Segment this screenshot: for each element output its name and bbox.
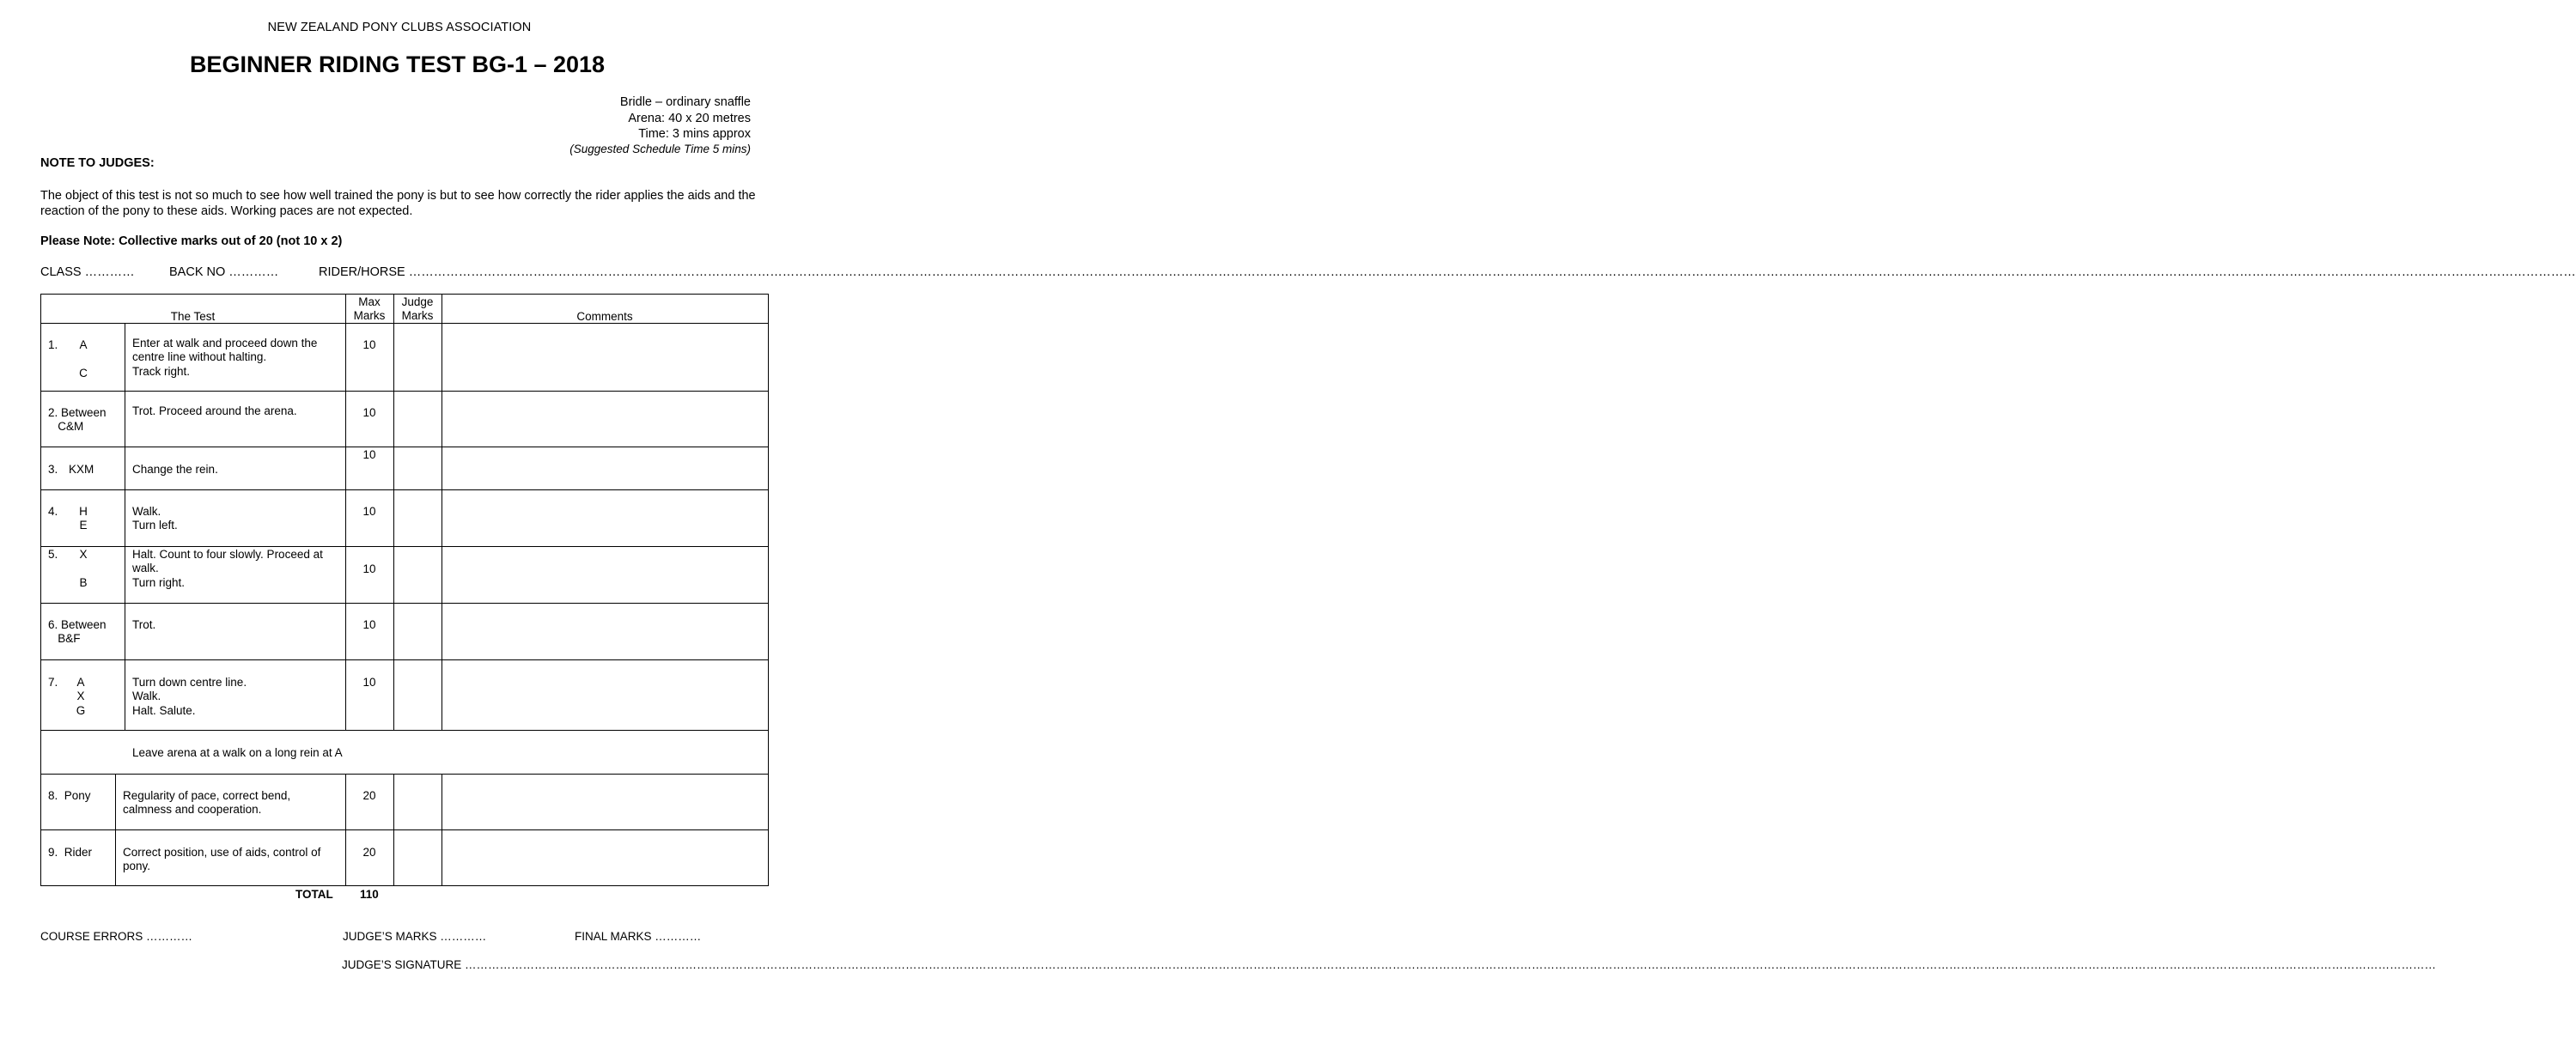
collective-pony-label: 8. Pony bbox=[48, 789, 91, 802]
class-field[interactable]: CLASS ………… bbox=[40, 265, 135, 279]
row-4-markers: H E bbox=[79, 505, 88, 532]
row-6-movement: Trot. bbox=[132, 618, 156, 631]
row-1-max-marks: 10 bbox=[362, 338, 376, 351]
test-score-table bbox=[40, 294, 769, 886]
row-5-markers: X B bbox=[79, 548, 88, 589]
row-4-number: 4. bbox=[48, 505, 58, 518]
row-6-number: 6. Between B&F bbox=[48, 618, 107, 646]
header-comments: Comments bbox=[576, 310, 633, 323]
row-4-judge-marks[interactable] bbox=[394, 490, 442, 546]
note-to-judges-paragraph: The object of this test is not so much to see how well trained the pony is but to see how correctly the rider applies the aids and the reaction of the pony to these aids. Working paces are not expected. bbox=[40, 189, 756, 218]
time-detail: Time: 3 mins approx bbox=[638, 127, 751, 141]
collective-rider-label: 9. Rider bbox=[48, 846, 93, 859]
row-3-movement: Change the rein. bbox=[132, 463, 218, 476]
row-6-comments[interactable] bbox=[442, 604, 768, 659]
row-7-judge-marks[interactable] bbox=[394, 660, 442, 730]
row-3-judge-marks[interactable] bbox=[394, 447, 442, 489]
collective-marks-note: Please Note: Collective marks out of 20 (not 10 x 2) bbox=[40, 234, 343, 248]
collective-rider-judge-marks[interactable] bbox=[394, 830, 442, 885]
row-1-number: 1. bbox=[48, 338, 58, 351]
back-number-field[interactable]: BACK NO ………… bbox=[169, 265, 279, 279]
row-2-number: 2. Between C&M bbox=[48, 406, 107, 434]
row-1-movement: Enter at walk and proceed down the centre line without halting. Track right. bbox=[132, 337, 318, 378]
row-1-markers: A C bbox=[79, 338, 88, 380]
schedule-time-detail: (Suggested Schedule Time 5 mins) bbox=[569, 143, 751, 155]
row-5-comments[interactable] bbox=[442, 547, 768, 603]
row-4-movement: Walk. Turn left. bbox=[132, 505, 178, 532]
row-7-comments[interactable] bbox=[442, 660, 768, 730]
collective-rider-max-marks: 20 bbox=[362, 846, 376, 859]
table-border bbox=[40, 294, 41, 886]
header-the-test: The Test bbox=[170, 310, 216, 323]
row-7-movement: Turn down centre line. Walk. Halt. Salute. bbox=[132, 676, 247, 717]
organisation-name: NEW ZEALAND PONY CLUBS ASSOCIATION bbox=[267, 21, 532, 34]
row-5-number: 5. bbox=[48, 548, 58, 561]
table-border bbox=[40, 885, 769, 886]
note-to-judges-heading: NOTE TO JUDGES: bbox=[40, 156, 155, 170]
row-4-max-marks: 10 bbox=[362, 505, 376, 518]
row-7-number: 7. bbox=[48, 676, 58, 689]
judges-marks-field[interactable]: JUDGE’S MARKS ………… bbox=[343, 930, 487, 943]
table-border bbox=[40, 294, 769, 295]
row-2-judge-marks[interactable] bbox=[394, 392, 442, 447]
row-6-judge-marks[interactable] bbox=[394, 604, 442, 659]
collective-pony-comments[interactable] bbox=[442, 775, 768, 829]
row-1-comments[interactable] bbox=[442, 324, 768, 391]
row-3-comments[interactable] bbox=[442, 447, 768, 489]
row-7-markers: A X G bbox=[76, 676, 86, 717]
rider-horse-field[interactable]: RIDER/HORSE ……………………………………………………………………………………………………………………………………………………………………………………………………………………………………………………………………………………………………………………………………………………………………………………………………………………………………………………………………………… bbox=[319, 265, 2576, 279]
header-max-marks: Max Marks bbox=[353, 295, 386, 322]
final-marks-field[interactable]: FINAL MARKS ………… bbox=[575, 930, 702, 943]
row-4-comments[interactable] bbox=[442, 490, 768, 546]
row-3-markers: KXM bbox=[69, 463, 94, 476]
row-7-max-marks: 10 bbox=[362, 676, 376, 689]
judges-signature-field[interactable]: JUDGE’S SIGNATURE …………………………………………………………………………………………………………………………………………………………………………………………………………………………………………………………………………………………………………………………………………………………………………………………………………………………………………………………………… bbox=[342, 958, 2437, 971]
table-border bbox=[768, 294, 769, 886]
total-label: TOTAL bbox=[295, 888, 333, 901]
row-3-number: 3. bbox=[48, 463, 58, 476]
row-3-max-marks: 10 bbox=[362, 448, 376, 461]
row-6-max-marks: 10 bbox=[362, 618, 376, 631]
page-title: BEGINNER RIDING TEST BG-1 – 2018 bbox=[189, 52, 606, 77]
collective-rider-description: Correct position, use of aids, control of pony. bbox=[123, 846, 321, 873]
table-border bbox=[115, 774, 116, 885]
leave-arena-instruction: Leave arena at a walk on a long rein at A bbox=[132, 746, 343, 759]
row-2-movement: Trot. Proceed around the arena. bbox=[132, 404, 297, 417]
row-5-judge-marks[interactable] bbox=[394, 547, 442, 603]
row-5-movement: Halt. Count to four slowly. Proceed at walk. Turn right. bbox=[132, 548, 323, 589]
header-judge-marks: Judge Marks bbox=[401, 295, 434, 322]
row-2-max-marks: 10 bbox=[362, 406, 376, 419]
collective-pony-max-marks: 20 bbox=[362, 789, 376, 802]
row-1-judge-marks[interactable] bbox=[394, 324, 442, 391]
row-5-max-marks: 10 bbox=[362, 562, 376, 575]
collective-pony-judge-marks[interactable] bbox=[394, 775, 442, 829]
table-border bbox=[40, 730, 769, 731]
collective-rider-comments[interactable] bbox=[442, 830, 768, 885]
row-2-comments[interactable] bbox=[442, 392, 768, 447]
course-errors-field[interactable]: COURSE ERRORS ………… bbox=[40, 930, 193, 943]
bridle-detail: Bridle – ordinary snaffle bbox=[619, 95, 751, 109]
collective-pony-description: Regularity of pace, correct bend, calmness and cooperation. bbox=[123, 789, 291, 817]
arena-detail: Arena: 40 x 20 metres bbox=[628, 112, 751, 125]
total-value: 110 bbox=[360, 888, 379, 901]
